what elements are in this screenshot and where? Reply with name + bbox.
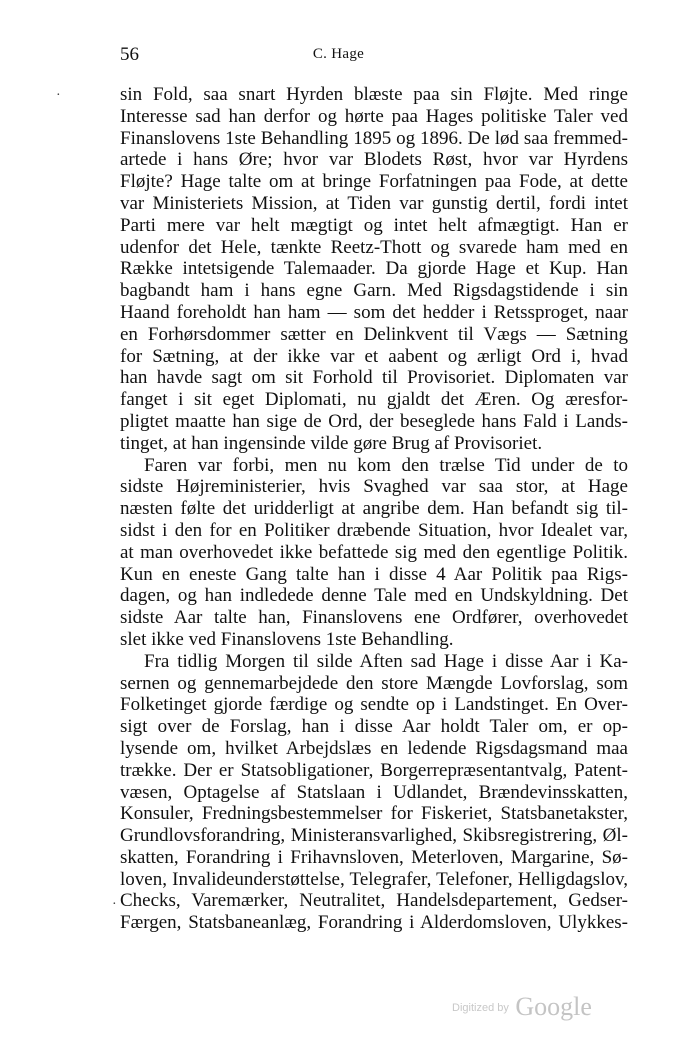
text-line: sidste Højreministerier, hvis Svaghed var saa stor, at Hage [120, 476, 628, 498]
text-line: slet ikke ved Finanslovens 1ste Behandling. [120, 628, 454, 650]
text-line: han havde sagt om sit Forhold til Provisoriet. Diplomaten var [120, 367, 628, 389]
text-line: Parti mere var helt mægtigt og intet helt afmægtigt. Han er [120, 214, 628, 236]
text-line: Interesse sad han derfor og hørte paa Hages politiske Taler ved [120, 105, 628, 127]
text-line: Faren var forbi, men nu kom den trælse Tid under de to [144, 454, 628, 476]
text-line: Fløjte? Hage talte om at bringe Forfatningen paa Fode, at dette [120, 171, 628, 193]
text-line: sidst i den for en Politiker dræbende Situation, hvor Idealet var, [120, 519, 628, 541]
page-number: 56 [120, 44, 139, 65]
text-line: trække. Der er Statsobligationer, Borgerrepræsentantvalg, Patent- [120, 759, 628, 781]
text-line: dagen, og han indledede denne Tale med en Undskyldning. Det [120, 585, 628, 607]
text-line: fanget i sit eget Diplomati, nu gjaldt det Æren. Og æresfor- [120, 389, 628, 411]
text-line: Kun en eneste Gang talte han i disse 4 Aar Politik paa Rigs- [120, 563, 628, 585]
text-line: sin Fold, saa snart Hyrden blæste paa sin Fløjte. Med ringe [120, 84, 628, 105]
text-line: sidste Aar talte han, Finanslovens ene Ordfører, overhovedet [120, 607, 628, 629]
text-line: Række intetsigende Talemaader. Da gjorde Hage et Kup. Han [120, 258, 628, 280]
text-line: Haand foreholdt han ham — som det hedder i Retssproget, naar [120, 301, 628, 323]
text-line: Finanslovens 1ste Behandling 1895 og 1896. De lød saa fremmed- [120, 127, 628, 149]
text-line: for Sætning, at der ikke var et aabent og ærligt Ord i, hvad [120, 345, 628, 367]
text-line: Færgen, Statsbaneanlæg, Forandring i Alderdomsloven, Ulykkes- [120, 912, 628, 934]
running-head: C. Hage [312, 46, 365, 62]
text-line: tinget, at han ingensinde vilde gøre Brug af Provisoriet. [120, 432, 543, 454]
text-line: Grundlovsforandring, Ministeransvarlighed, Skibsregistrering, Øl- [120, 825, 628, 847]
watermark-prefix: Digitized by [452, 1002, 509, 1014]
digitized-by-google-watermark [452, 992, 592, 1022]
text-line: væsen, Optagelse af Statslaan i Udlandet, Brændevinsskatten, [120, 781, 628, 803]
text-line: at man overhovedet ikke befattede sig med den egentlige Politik. [120, 541, 628, 563]
text-line: Konsuler, Fredningsbestemmelser for Fiskeriet, Statsbanetakster, [120, 803, 628, 825]
body-text [120, 84, 628, 934]
text-line: Checks, Varemærker, Neutralitet, Handelsdepartement, Gedser- [120, 890, 628, 912]
text-line: udenfor det Hele, tænkte Reetz-Thott og svarede ham med en [120, 236, 628, 258]
margin-dot-top: · [56, 88, 61, 103]
text-line: loven, Invalideunderstøttelse, Telegrafer, Telefoner, Helligdagslov, [120, 868, 628, 890]
google-logo: Google [515, 992, 592, 1021]
text-line: skatten, Forandring i Frihavnsloven, Meterloven, Margarine, Sø- [120, 846, 628, 868]
text-line: næsten følte det uridderligt at angribe dem. Han befandt sig til- [120, 498, 628, 520]
text-line: Folketinget gjorde færdige og sendte op i Landstinget. En Over- [120, 694, 628, 716]
text-line: pligtet maatte han sige de Ord, der beseglede hans Fald i Lands- [120, 410, 628, 432]
text-line: lysende om, hvilket Arbejdslæs en ledende Rigsdagsmand maa [120, 737, 628, 759]
text-line: sernen og gennemarbejdede den store Mængde Lovforslag, som [120, 672, 628, 694]
text-line: var Ministeriets Mission, at Tiden var gunstig dertil, fordi intet [120, 192, 628, 214]
margin-dot-bottom: · [112, 897, 117, 912]
text-line: sigt over de Forslag, han i disse Aar holdt Taler om, er op- [120, 716, 628, 738]
text-line: en Forhørsdommer sætter en Delinkvent til Vægs — Sætning [120, 323, 628, 345]
text-line: bagbandt ham i hans egne Garn. Med Rigsdagstidende i sin [120, 280, 628, 302]
text-line: artede i hans Øre; hvor var Blodets Røst, hvor var Hyrdens [120, 149, 628, 171]
text-line: Fra tidlig Morgen til silde Aften sad Hage i disse Aar i Ka- [144, 650, 628, 672]
